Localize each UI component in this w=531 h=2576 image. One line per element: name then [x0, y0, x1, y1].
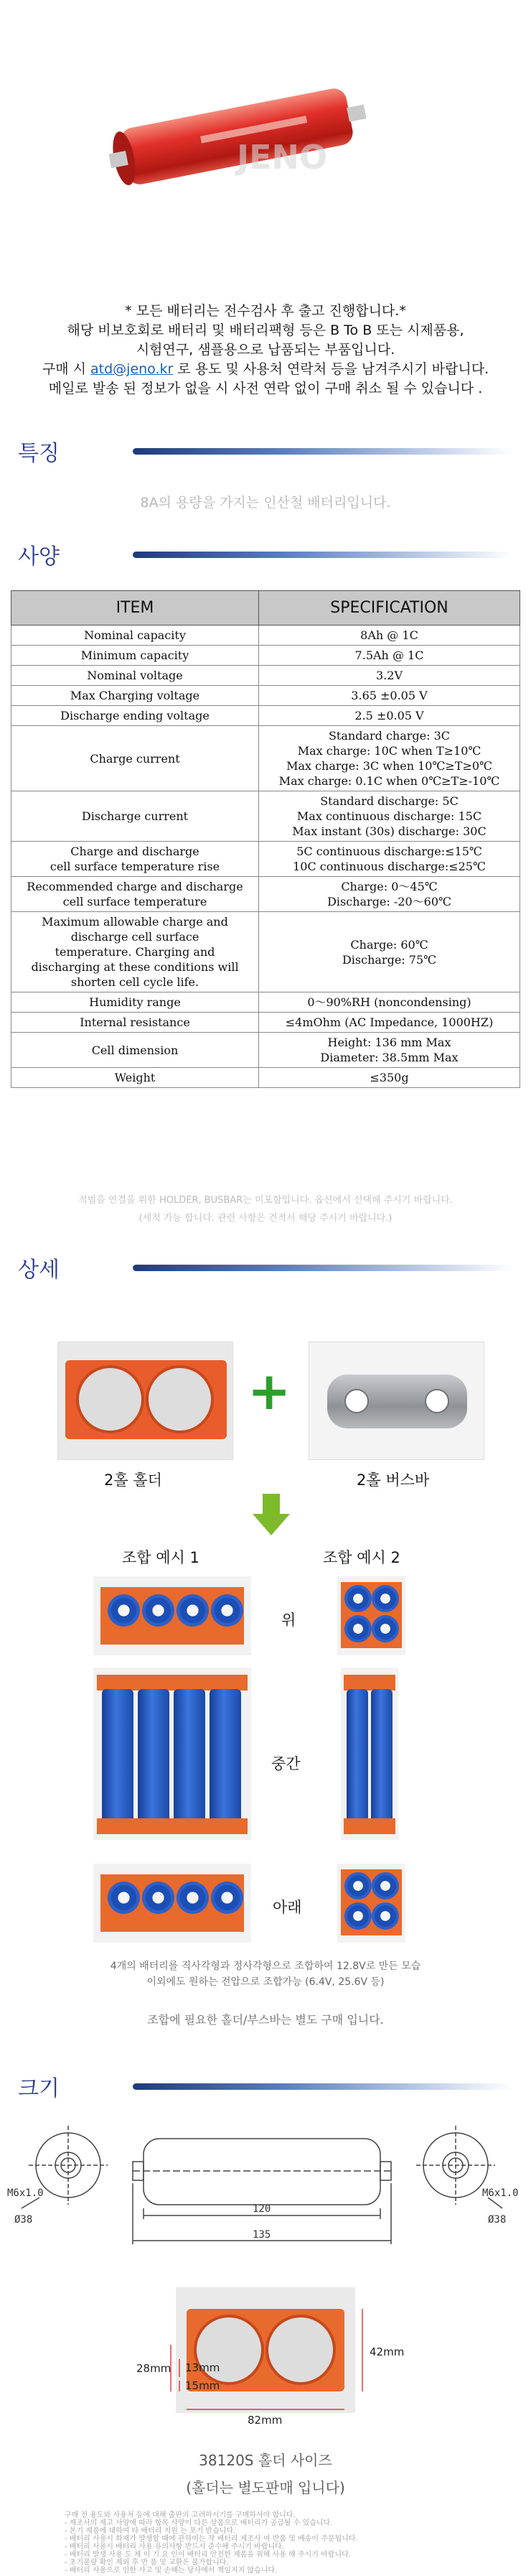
spec-item-cell: Cell dimension: [11, 1033, 259, 1068]
section-divider: [133, 552, 513, 558]
notice-line: 구매 시 atd@jeno.kr 로 용도 및 사용처 연락처 등을 남겨주시기 바랍니다.: [42, 361, 489, 377]
spec-note: (세척 가능 합니다. 관련 사항은 견적서 해당 주시기 바랍니다.): [138, 1213, 393, 1224]
section-header-size: [18, 2072, 513, 2101]
table-row: [11, 1068, 520, 1088]
holder-photo: [57, 1342, 233, 1460]
arrow-down-icon: [253, 1514, 290, 1535]
section-header-feature: [18, 437, 513, 465]
inner-length-label: 120: [253, 2203, 271, 2215]
busbar-photo: [309, 1342, 484, 1460]
holder-label: 2홀 홀더: [104, 1471, 162, 1489]
thread-right-label: M6x1.0: [482, 2187, 519, 2199]
example2-bottom-photo: [337, 1864, 405, 1943]
table-row: [11, 791, 520, 842]
section-title: 사양: [18, 544, 60, 569]
section-header-spec: [18, 540, 513, 569]
holder-13-label: 13mm: [185, 2361, 220, 2374]
spec-item-cell: Charge current: [11, 726, 259, 791]
notice-line: 시험연구, 샘플용으로 납품되는 부품입니다.: [136, 342, 395, 358]
spec-value-cell: 0～90%RH (noncondensing): [259, 992, 520, 1013]
footer-line: - 본기 제품에 대하여 타 배터리 지원 는 포기 받습니다.: [65, 2527, 236, 2535]
table-row: [11, 912, 520, 992]
example2-label: 조합 예시 2: [323, 1549, 400, 1566]
section-divider: [133, 448, 513, 455]
spec-item-cell: Humidity range: [11, 992, 259, 1013]
spec-item-cell: Nominal capacity: [11, 626, 259, 646]
contact-email-link[interactable]: atd@jeno.kr: [90, 361, 174, 377]
spec-value-cell: 2.5 ±0.05 V: [259, 706, 520, 726]
table-row: [11, 992, 520, 1013]
example2-middle-photo: [341, 1668, 398, 1840]
table-row: [11, 842, 520, 877]
spec-item-cell: Internal resistance: [11, 1013, 259, 1033]
example1-label: 조합 예시 1: [122, 1549, 199, 1566]
holder-sold-separately: (홀더는 별도판매 입니다): [186, 2479, 345, 2496]
purchase-separately-note: 조합에 필요한 홀더/부스바는 별도 구매 입니다.: [147, 2013, 384, 2027]
section-title: 상세: [18, 1257, 60, 1283]
spec-item-cell: Discharge current: [11, 791, 259, 842]
table-row: [11, 686, 520, 706]
holder-width-label: 82mm: [248, 2414, 283, 2427]
position-middle-label: 중간: [271, 1755, 301, 1772]
example1-bottom-photo: [93, 1864, 251, 1943]
example2-top-photo: [337, 1576, 405, 1655]
spec-table: [11, 590, 520, 1088]
column-header-item: ITEM: [11, 591, 259, 626]
holder-height-label: 42mm: [370, 2345, 405, 2358]
spec-value-cell: Standard discharge: 5C Max continuous discharge: 15C Max instant (30s) discharge: 30C: [259, 791, 520, 842]
spec-value-cell: Charge: 60℃ Discharge: 75℃: [259, 912, 520, 992]
table-row: [11, 626, 520, 646]
section-title: 특징: [18, 441, 60, 466]
notice-line: 해당 비보호회로 배터리 및 배터리팩형 등은 B To B 또는 시제품용,: [67, 322, 464, 338]
watermark-logo: JENO: [237, 138, 328, 177]
footer-line: - 초기불량 확인 제외 후 반 품 및 교환은 불가합니다.: [65, 2559, 229, 2567]
column-header-spec: SPECIFICATION: [259, 591, 520, 626]
plus-icon: +: [248, 1361, 291, 1421]
arrow-down-stem: [263, 1494, 280, 1515]
spec-note: 적범을 연결을 위한 HOLDER, BUSBAR는 미포함입니다. 옵션에서 선택해 주시기 바랍니다.: [78, 1195, 453, 1206]
spec-value-cell: 5C continuous discharge:≤15℃ 10C continuous discharge:≤25℃: [259, 842, 520, 877]
spec-value-cell: ≤350g: [259, 1068, 520, 1088]
combination-description: [0, 1958, 531, 1990]
spec-value-cell: Standard charge: 3C Max charge: 10C when T≥10℃ Max charge: 3C when 10℃≥T≥0℃ Max charge: 0.1C when 0℃≥T≥-10℃: [259, 726, 520, 791]
table-row: [11, 646, 520, 666]
feature-text: 8A의 용량을 가지는 인산철 배터리입니다.: [140, 495, 391, 511]
spec-value-cell: ≤4mOhm (AC Impedance, 1000HZ): [259, 1013, 520, 1033]
thread-left-label: M6x1.0: [7, 2187, 44, 2199]
busbar-label: 2홀 버스바: [357, 1471, 430, 1489]
spec-value-cell: Height: 136 mm Max Diameter: 38.5mm Max: [259, 1033, 520, 1068]
description-line: 이외에도 원하는 전압으로 조합가능 (6.4V, 25.6V 등): [146, 1976, 385, 1988]
diameter-left-label: Ø38: [14, 2214, 33, 2226]
spec-item-cell: Maximum allowable charge and discharge cell surface temperature. Charging and discharging at these conditions will shorten cell cycle life.: [11, 912, 259, 992]
example1-middle-photo: [93, 1668, 251, 1840]
outer-length-label: 135: [253, 2229, 271, 2241]
footer-notes: [65, 2511, 466, 2575]
footer-line: - 배터리 사용으로 인한 사고 및 손해는 당사에서 책임지지 않습니다.: [65, 2567, 278, 2575]
notice-line: * 모든 배터리는 전수검사 후 출고 진행합니다.*: [125, 303, 406, 319]
spec-item-cell: Recommended charge and discharge cell surface temperature: [11, 877, 259, 912]
cell-dimension-drawing: [0, 2119, 531, 2262]
footer-line: 구매 전 용도와 사용처 등에 대해 출판의 고려하시기를 구매하셔야 합니다.: [65, 2511, 296, 2519]
table-row: [11, 1033, 520, 1068]
spec-item-cell: Nominal voltage: [11, 666, 259, 686]
spec-item-cell: Minimum capacity: [11, 646, 259, 666]
position-top-label: 위: [281, 1612, 296, 1629]
spec-value-cell: 3.2V: [259, 666, 520, 686]
table-row: [11, 1013, 520, 1033]
product-hero: [0, 0, 531, 273]
footer-line: - 배터리 사용시 화재가 발생할 때에 관하여는 작 배터리 제조사 여 반품 및 배송이 주문됩니다.: [65, 2535, 358, 2543]
battery-cell-image: [0, 0, 531, 273]
description-line: 4개의 배터리를 직사각형과 정사각형으로 조합하여 12.8V로 만든 모습: [110, 1961, 421, 1972]
section-title: 크기: [18, 2076, 60, 2101]
notice-line: 메일로 발송 된 정보가 없을 시 사전 연락 없이 구매 취소 될 수 있습니다 .: [48, 381, 483, 396]
footer-line: - 배터리 사용시 배터리 사용 유의사항 반드시 준수해 주시기 바랍니다.: [65, 2543, 284, 2551]
footer-line: - 배터리 발생 사용 도 체 이 기 요 인이 배터리 안전한 제품을 위해 사용 해 주시기 바랍니다.: [65, 2551, 351, 2559]
spec-item-cell: Discharge ending voltage: [11, 706, 259, 726]
holder-28-label: 28mm: [136, 2362, 171, 2375]
spec-item-cell: Max Charging voltage: [11, 686, 259, 706]
spec-value-cell: Charge: 0～45℃ Discharge: -20～60℃: [259, 877, 520, 912]
holder-size-caption: 38120S 홀더 사이즈: [199, 2452, 332, 2469]
section-divider: [133, 1265, 513, 1271]
table-row: [11, 877, 520, 912]
table-row: [11, 666, 520, 686]
section-divider: [133, 2083, 513, 2090]
table-row: [11, 706, 520, 726]
example1-top-photo: [93, 1576, 251, 1655]
diameter-right-label: Ø38: [488, 2214, 507, 2226]
table-row: [11, 726, 520, 791]
holder-15-label: 15mm: [185, 2379, 220, 2392]
spec-item-cell: Weight: [11, 1068, 259, 1088]
spec-value-cell: 3.65 ±0.05 V: [259, 686, 520, 706]
holder-dimension-lines: [0, 2284, 531, 2427]
footer-line: - 제조사의 제고 사양에 따라 항목 사양이 다른 상품으로 배터리가 공급될 수 있습니다.: [65, 2519, 333, 2527]
spec-value-cell: 8Ah @ 1C: [259, 626, 520, 646]
position-bottom-label: 아래: [273, 1899, 302, 1916]
spec-value-cell: 7.5Ah @ 1C: [259, 646, 520, 666]
spec-item-cell: Charge and discharge cell surface temperature rise: [11, 842, 259, 877]
section-header-detail: [18, 1253, 513, 1282]
purchase-notice: [0, 302, 531, 399]
